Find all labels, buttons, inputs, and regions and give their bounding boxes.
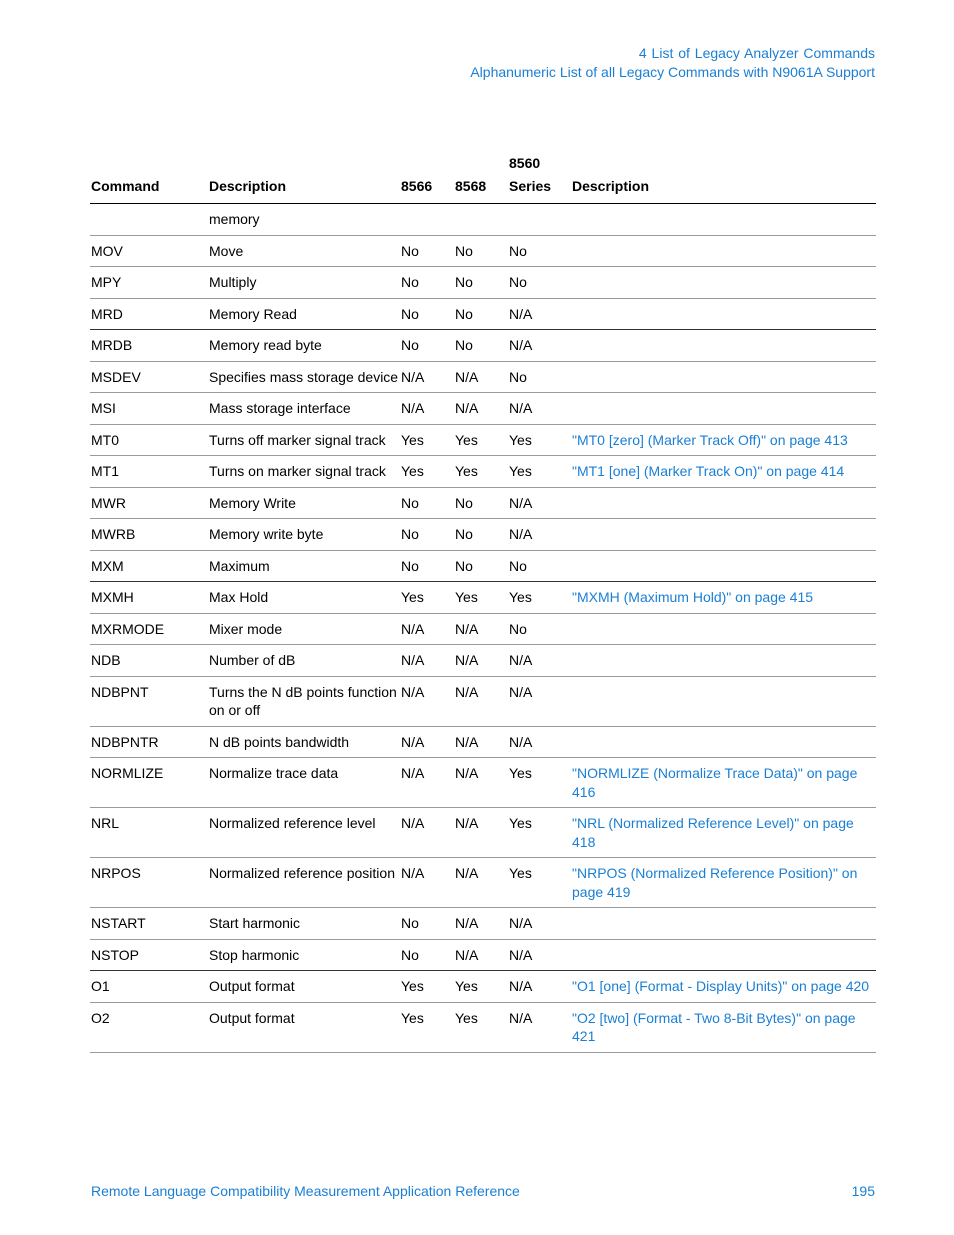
reference-cell: [571, 519, 876, 551]
page-number: 195: [851, 1183, 875, 1199]
reference-cell: [571, 1002, 876, 1052]
support-8568-cell: Yes: [454, 456, 508, 488]
description-cell: memory: [208, 204, 400, 236]
support-8568-cell: Yes: [454, 582, 508, 614]
page-reference-link[interactable]: "O2 [two] (Format - Two 8-Bit Bytes)" on page 421: [572, 1009, 856, 1044]
page-reference-link[interactable]: "MT1 [one] (Marker Track On)" on page 414: [572, 463, 845, 479]
table-row: [90, 758, 876, 808]
command-cell: MXRMODE: [90, 613, 208, 645]
description-cell: Mass storage interface: [208, 393, 400, 425]
command-cell: MSDEV: [90, 361, 208, 393]
table-row: [90, 361, 876, 393]
support-8560-cell: N/A: [508, 330, 571, 362]
description-cell: Normalized reference level: [208, 808, 400, 858]
reference-cell: [571, 939, 876, 971]
description-cell: Start harmonic: [208, 908, 400, 940]
description-cell: Turns the N dB points function on or off: [208, 676, 400, 726]
section-title: Alphanumeric List of all Legacy Commands with N9061A Support: [470, 64, 875, 80]
command-cell: NORMLIZE: [90, 758, 208, 808]
description-cell: Specifies mass storage device: [208, 361, 400, 393]
reference-cell: [571, 613, 876, 645]
support-8566-cell: N/A: [400, 808, 454, 858]
table-row: [90, 858, 876, 908]
support-8560-cell: [508, 204, 571, 236]
table-row: [90, 1002, 876, 1052]
support-8568-cell: No: [454, 487, 508, 519]
support-8566-cell: No: [400, 267, 454, 299]
command-cell: [90, 204, 208, 236]
support-8568-cell: Yes: [454, 971, 508, 1003]
running-header: [470, 44, 875, 82]
command-cell: NRPOS: [90, 858, 208, 908]
support-8566-cell: Yes: [400, 582, 454, 614]
command-cell: MT0: [90, 424, 208, 456]
support-8560-cell: N/A: [508, 676, 571, 726]
table-row: [90, 808, 876, 858]
reference-cell: [571, 267, 876, 299]
support-8568-cell: No: [454, 298, 508, 330]
description-cell: Turns off marker signal track: [208, 424, 400, 456]
reference-cell: [571, 726, 876, 758]
support-8568-cell: N/A: [454, 393, 508, 425]
table-row: [90, 971, 876, 1003]
support-8560-cell: Yes: [508, 424, 571, 456]
reference-cell: [571, 424, 876, 456]
table-row: [90, 393, 876, 425]
support-8568-cell: No: [454, 519, 508, 551]
command-cell: MWR: [90, 487, 208, 519]
support-8568-cell: N/A: [454, 939, 508, 971]
support-8568-cell: N/A: [454, 758, 508, 808]
support-8560-cell: No: [508, 550, 571, 582]
table-row: [90, 908, 876, 940]
support-8560-cell: N/A: [508, 519, 571, 551]
support-8560-cell: Yes: [508, 456, 571, 488]
table-row: [90, 204, 876, 236]
support-8560-cell: Yes: [508, 758, 571, 808]
reference-cell: [571, 758, 876, 808]
support-8560-cell: Yes: [508, 808, 571, 858]
reference-cell: [571, 487, 876, 519]
reference-cell: [571, 204, 876, 236]
support-8560-cell: N/A: [508, 726, 571, 758]
support-8566-cell: Yes: [400, 1002, 454, 1052]
command-cell: MWRB: [90, 519, 208, 551]
command-cell: MRDB: [90, 330, 208, 362]
support-8560-cell: No: [508, 235, 571, 267]
description-cell: Memory write byte: [208, 519, 400, 551]
support-8560-cell: N/A: [508, 487, 571, 519]
support-8568-cell: Yes: [454, 1002, 508, 1052]
support-8566-cell: N/A: [400, 361, 454, 393]
support-8560-cell: Yes: [508, 858, 571, 908]
page-reference-link[interactable]: "NORMLIZE (Normalize Trace Data)" on page 416: [572, 765, 858, 800]
reference-cell: [571, 808, 876, 858]
support-8560-cell: N/A: [508, 908, 571, 940]
support-8566-cell: No: [400, 939, 454, 971]
command-cell: MSI: [90, 393, 208, 425]
support-8560-cell: N/A: [508, 645, 571, 677]
page-reference-link[interactable]: "O1 [one] (Format - Display Units)" on page 420: [572, 978, 870, 994]
table-row: [90, 235, 876, 267]
page-reference-link[interactable]: "NRL (Normalized Reference Level)" on page 418: [572, 815, 854, 850]
table-row: [90, 298, 876, 330]
description-cell: Normalized reference position: [208, 858, 400, 908]
command-cell: NDBPNTR: [90, 726, 208, 758]
description-cell: Stop harmonic: [208, 939, 400, 971]
support-8560-cell: N/A: [508, 298, 571, 330]
table-row: [90, 456, 876, 488]
description-cell: Memory read byte: [208, 330, 400, 362]
description-cell: Multiply: [208, 267, 400, 299]
table-row: [90, 726, 876, 758]
table-row: [90, 613, 876, 645]
support-8566-cell: No: [400, 235, 454, 267]
support-8566-cell: N/A: [400, 676, 454, 726]
header-8560-series: [508, 150, 571, 204]
support-8568-cell: No: [454, 267, 508, 299]
support-8566-cell: N/A: [400, 726, 454, 758]
table-header-row: [90, 150, 876, 204]
support-8560-cell: N/A: [508, 393, 571, 425]
page-footer: [91, 1182, 875, 1200]
support-8566-cell: No: [400, 550, 454, 582]
support-8566-cell: [400, 204, 454, 236]
support-8566-cell: N/A: [400, 613, 454, 645]
support-8566-cell: Yes: [400, 424, 454, 456]
support-8568-cell: N/A: [454, 808, 508, 858]
support-8568-cell: N/A: [454, 361, 508, 393]
reference-cell: [571, 908, 876, 940]
header-description: Description: [208, 150, 400, 204]
reference-cell: [571, 971, 876, 1003]
command-cell: NDBPNT: [90, 676, 208, 726]
description-cell: Move: [208, 235, 400, 267]
support-8566-cell: Yes: [400, 971, 454, 1003]
reference-cell: [571, 393, 876, 425]
table-row: [90, 939, 876, 971]
description-cell: Output format: [208, 1002, 400, 1052]
support-8568-cell: N/A: [454, 645, 508, 677]
command-cell: O1: [90, 971, 208, 1003]
command-cell: MOV: [90, 235, 208, 267]
reference-cell: [571, 645, 876, 677]
header-8560-series-text: 8560 Series: [509, 155, 552, 194]
table-row: [90, 267, 876, 299]
reference-cell: [571, 330, 876, 362]
support-8568-cell: Yes: [454, 424, 508, 456]
support-8566-cell: No: [400, 519, 454, 551]
page-reference-link[interactable]: "NRPOS (Normalized Reference Position)" on page 419: [572, 865, 858, 900]
support-8560-cell: Yes: [508, 582, 571, 614]
description-cell: Memory Write: [208, 487, 400, 519]
support-8566-cell: N/A: [400, 858, 454, 908]
support-8566-cell: No: [400, 298, 454, 330]
support-8560-cell: N/A: [508, 939, 571, 971]
header-command: Command: [90, 150, 208, 204]
reference-cell: [571, 361, 876, 393]
support-8568-cell: No: [454, 330, 508, 362]
description-cell: Output format: [208, 971, 400, 1003]
command-cell: NSTOP: [90, 939, 208, 971]
support-8566-cell: N/A: [400, 645, 454, 677]
description-cell: Number of dB: [208, 645, 400, 677]
command-cell: MXMH: [90, 582, 208, 614]
description-cell: Max Hold: [208, 582, 400, 614]
support-8568-cell: N/A: [454, 676, 508, 726]
command-cell: MPY: [90, 267, 208, 299]
support-8560-cell: No: [508, 361, 571, 393]
page-reference-link[interactable]: "MXMH (Maximum Hold)" on page 415: [572, 589, 814, 605]
support-8568-cell: N/A: [454, 726, 508, 758]
command-cell: MXM: [90, 550, 208, 582]
command-cell: NSTART: [90, 908, 208, 940]
description-cell: N dB points bandwidth: [208, 726, 400, 758]
support-8566-cell: No: [400, 487, 454, 519]
support-8568-cell: N/A: [454, 613, 508, 645]
table-row: [90, 645, 876, 677]
table-row: [90, 424, 876, 456]
table-row: [90, 330, 876, 362]
description-cell: Turns on marker signal track: [208, 456, 400, 488]
table-row: [90, 487, 876, 519]
header-8568: 8568: [454, 150, 508, 204]
command-cell: MT1: [90, 456, 208, 488]
description-cell: Mixer mode: [208, 613, 400, 645]
support-8560-cell: No: [508, 613, 571, 645]
command-cell: MRD: [90, 298, 208, 330]
page-reference-link[interactable]: "MT0 [zero] (Marker Track Off)" on page 413: [572, 431, 848, 448]
table-row: [90, 676, 876, 726]
support-8560-cell: No: [508, 267, 571, 299]
description-cell: Normalize trace data: [208, 758, 400, 808]
support-8560-cell: N/A: [508, 1002, 571, 1052]
support-8568-cell: N/A: [454, 858, 508, 908]
support-8560-cell: N/A: [508, 971, 571, 1003]
table-row: [90, 519, 876, 551]
support-8568-cell: No: [454, 550, 508, 582]
support-8566-cell: N/A: [400, 393, 454, 425]
header-link-description: Description: [571, 150, 876, 204]
command-cell: O2: [90, 1002, 208, 1052]
support-8568-cell: [454, 204, 508, 236]
support-8568-cell: No: [454, 235, 508, 267]
reference-cell: [571, 582, 876, 614]
support-8566-cell: No: [400, 330, 454, 362]
chapter-title: 4 List of Legacy Analyzer Commands: [638, 45, 875, 61]
table-row: [90, 582, 876, 614]
reference-cell: [571, 676, 876, 726]
reference-cell: [571, 235, 876, 267]
reference-cell: [571, 456, 876, 488]
support-8566-cell: N/A: [400, 758, 454, 808]
support-8566-cell: Yes: [400, 456, 454, 488]
footer-doc-title: Remote Language Compatibility Measurement Application Reference: [91, 1183, 520, 1199]
description-cell: Maximum: [208, 550, 400, 582]
header-8566: 8566: [400, 150, 454, 204]
command-cell: NRL: [90, 808, 208, 858]
reference-cell: [571, 858, 876, 908]
reference-cell: [571, 298, 876, 330]
table-row: [90, 550, 876, 582]
support-8568-cell: N/A: [454, 908, 508, 940]
reference-cell: [571, 550, 876, 582]
support-8566-cell: No: [400, 908, 454, 940]
command-cell: NDB: [90, 645, 208, 677]
legacy-commands-table: [90, 150, 876, 1053]
description-cell: Memory Read: [208, 298, 400, 330]
